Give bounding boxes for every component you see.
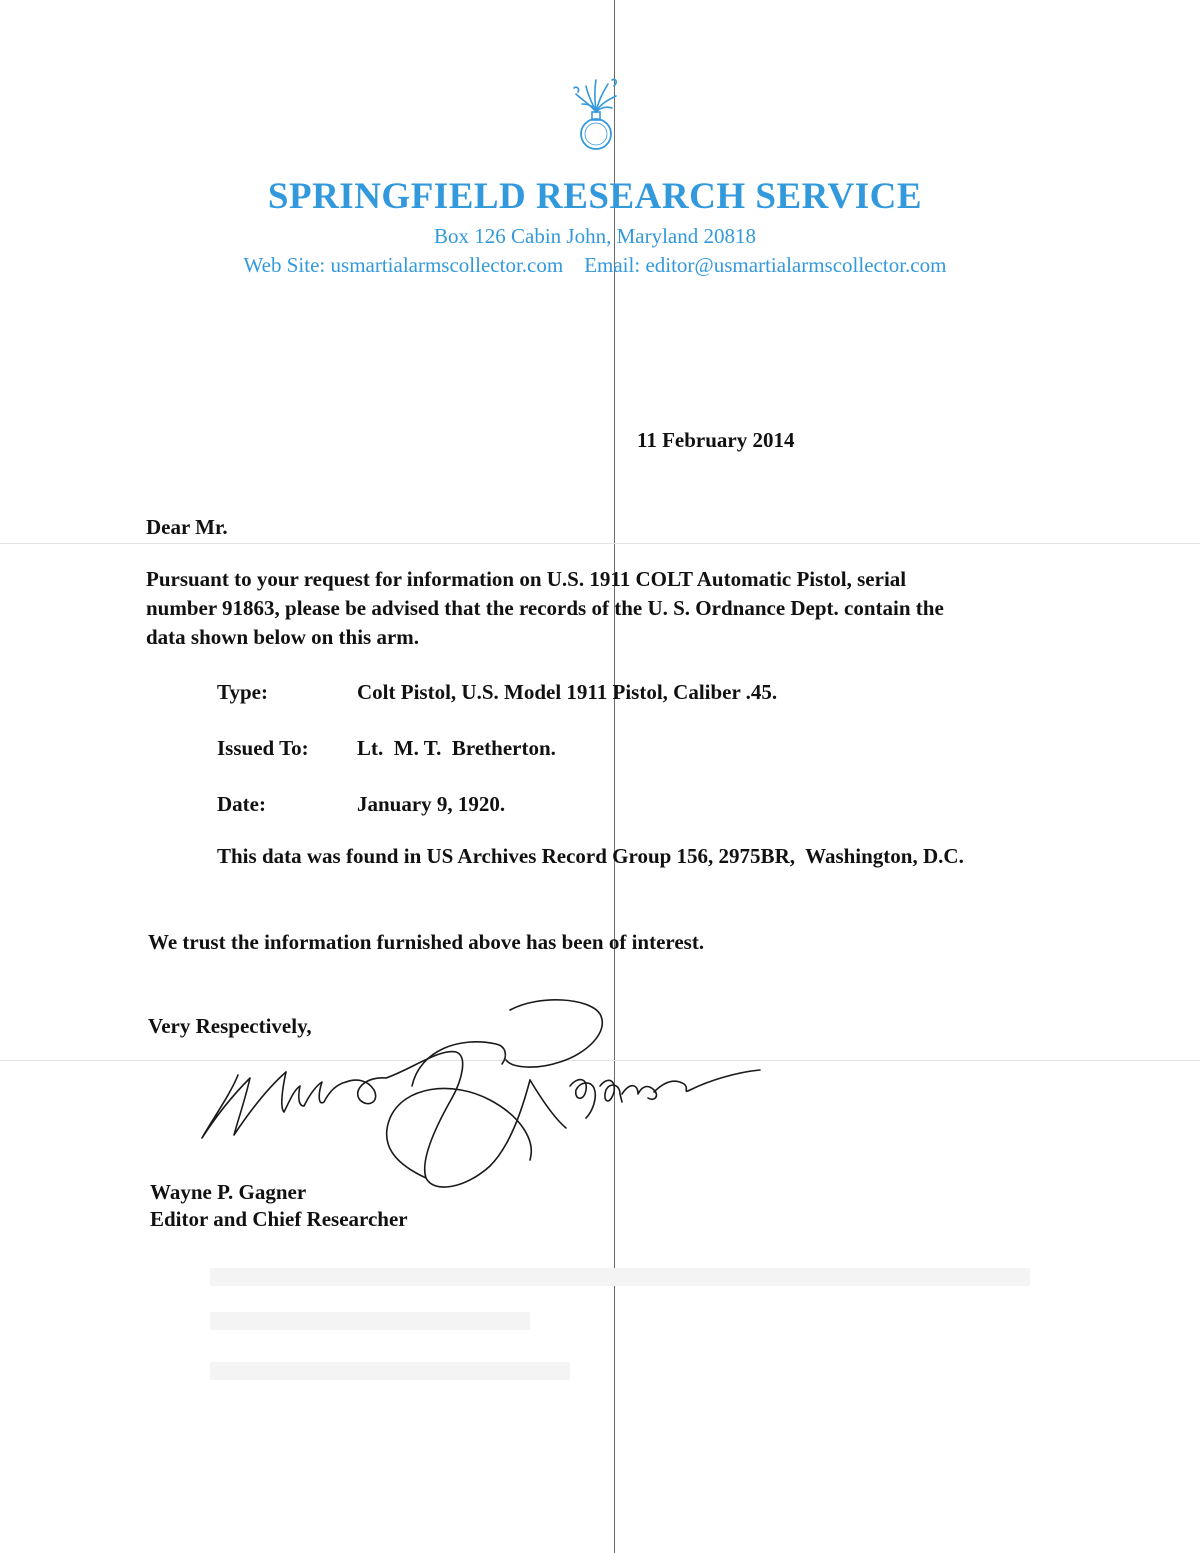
page-fold-horizontal [0,543,1200,544]
valediction: Very Respectively, [148,1014,312,1038]
salutation: Dear Mr. [146,515,228,539]
bleed-through-line [210,1362,570,1380]
bleed-through-line [210,1312,530,1330]
website-label: Web Site: [243,253,326,277]
issued-to-label: Issued To: [217,736,309,760]
type-label: Type: [217,680,268,704]
closing-sentence: We trust the information furnished above has been of interest. [148,930,705,954]
email-link[interactable]: editor@usmartialarmscollector.com [645,253,947,277]
issue-date-label: Date: [217,792,266,816]
type-value: Colt Pistol, U.S. Model 1911 Pistol, Caliber .45. [357,680,778,704]
body-line: number 91863, please be advised that the records of the U. S. Ordnance Dept. contain the [146,596,944,620]
handwritten-signature [190,990,770,1200]
issued-to-value: Lt. M. T. Bretherton. [357,736,556,760]
body-paragraph [146,565,1076,652]
organization-name: SPRINGFIELD RESEARCH SERVICE [267,176,923,217]
body-line: data shown below on this arm. [146,625,420,649]
flaming-bomb-icon [566,74,626,154]
website-link[interactable]: usmartialarmscollector.com [330,253,564,277]
archive-note: This data was found in US Archives Record Group 156, 2975BR, Washington, D.C. [217,844,964,868]
signatory-title: Editor and Chief Researcher [150,1207,408,1231]
bleed-through-line [210,1268,1030,1286]
email-label: Email: [584,253,641,277]
letter-date: 11 February 2014 [637,428,795,452]
issue-date-value: January 9, 1920. [357,792,506,816]
signatory-name: Wayne P. Gagner [150,1180,307,1204]
organization-address: Box 126 Cabin John, Maryland 20818 [434,224,756,248]
body-line: Pursuant to your request for information on U.S. 1911 COLT Automatic Pistol, serial [146,567,907,591]
contact-line [0,253,1190,278]
